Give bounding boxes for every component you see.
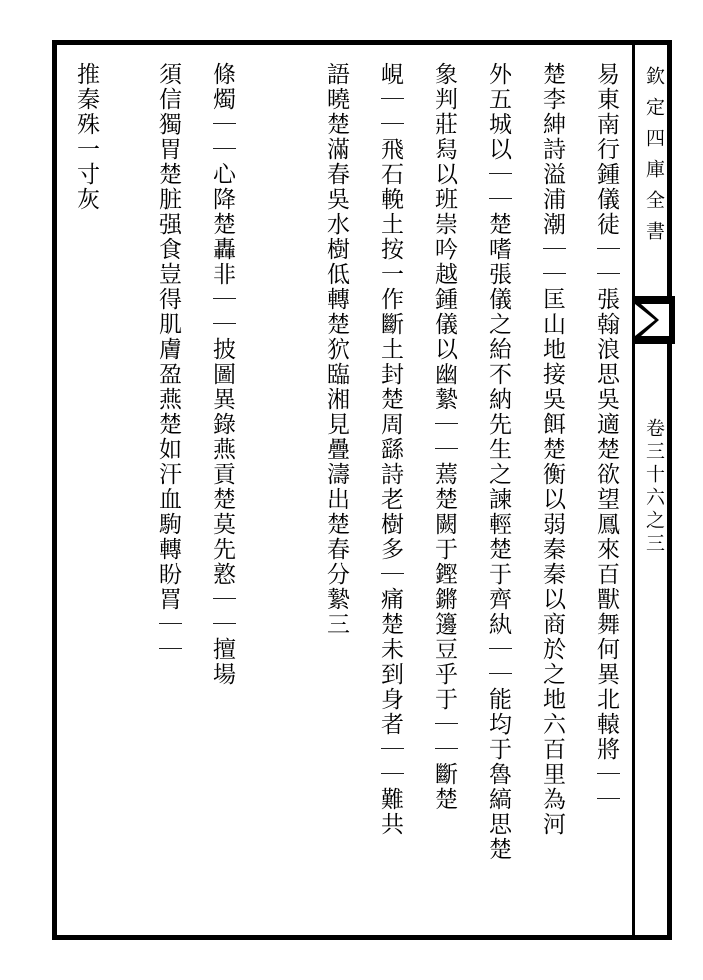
text-column-6: 語曉楚滿春吳水樹低轉楚狖臨湘見疊濤出楚春分縶三	[323, 62, 349, 637]
fishtail-mark-icon	[635, 296, 675, 344]
book-title: 欽定四庫全書	[643, 66, 665, 252]
text-column-9: 推秦殊一寸灰	[73, 62, 99, 212]
text-column-3: 外五城以｜｜楚嗜張儀之紿不納先生之諫輕楚于齊紈｜｜能均于魯縞思楚	[485, 62, 511, 862]
text-column-7: 條燭｜｜心降楚轟非｜｜披圖異錄燕貢楚莫先憝｜｜擅場	[209, 62, 235, 687]
text-column-4: 象判莊舄以班崇吟越鍾儀以幽縶｜｜蔫楚闕于鏗鏘籩豆乎于｜｜斷楚	[431, 62, 457, 812]
margin-divider	[632, 40, 635, 940]
text-column-2: 楚李紳詩溢浦潮｜｜匡山地接吳餌楚衡以弱秦秦以商於之地六百里為河	[539, 62, 565, 837]
text-column-1: 易東南行鍾儀徒｜｜張翰浪思吳適楚欲望鳳來百獸舞何異北轅將｜｜	[593, 62, 619, 812]
text-column-5: 峴｜｜飛石輓土按一作斷土封楚周繇詩老樹多｜痛楚未到身者｜｜難共	[377, 62, 403, 837]
volume-label: 卷三十六之三	[643, 418, 665, 556]
page-frame	[52, 40, 672, 940]
text-column-8: 須信獨胃楚脏强食豈得肌膚盈燕楚如汗血駒轉盼罥｜｜	[155, 62, 181, 662]
